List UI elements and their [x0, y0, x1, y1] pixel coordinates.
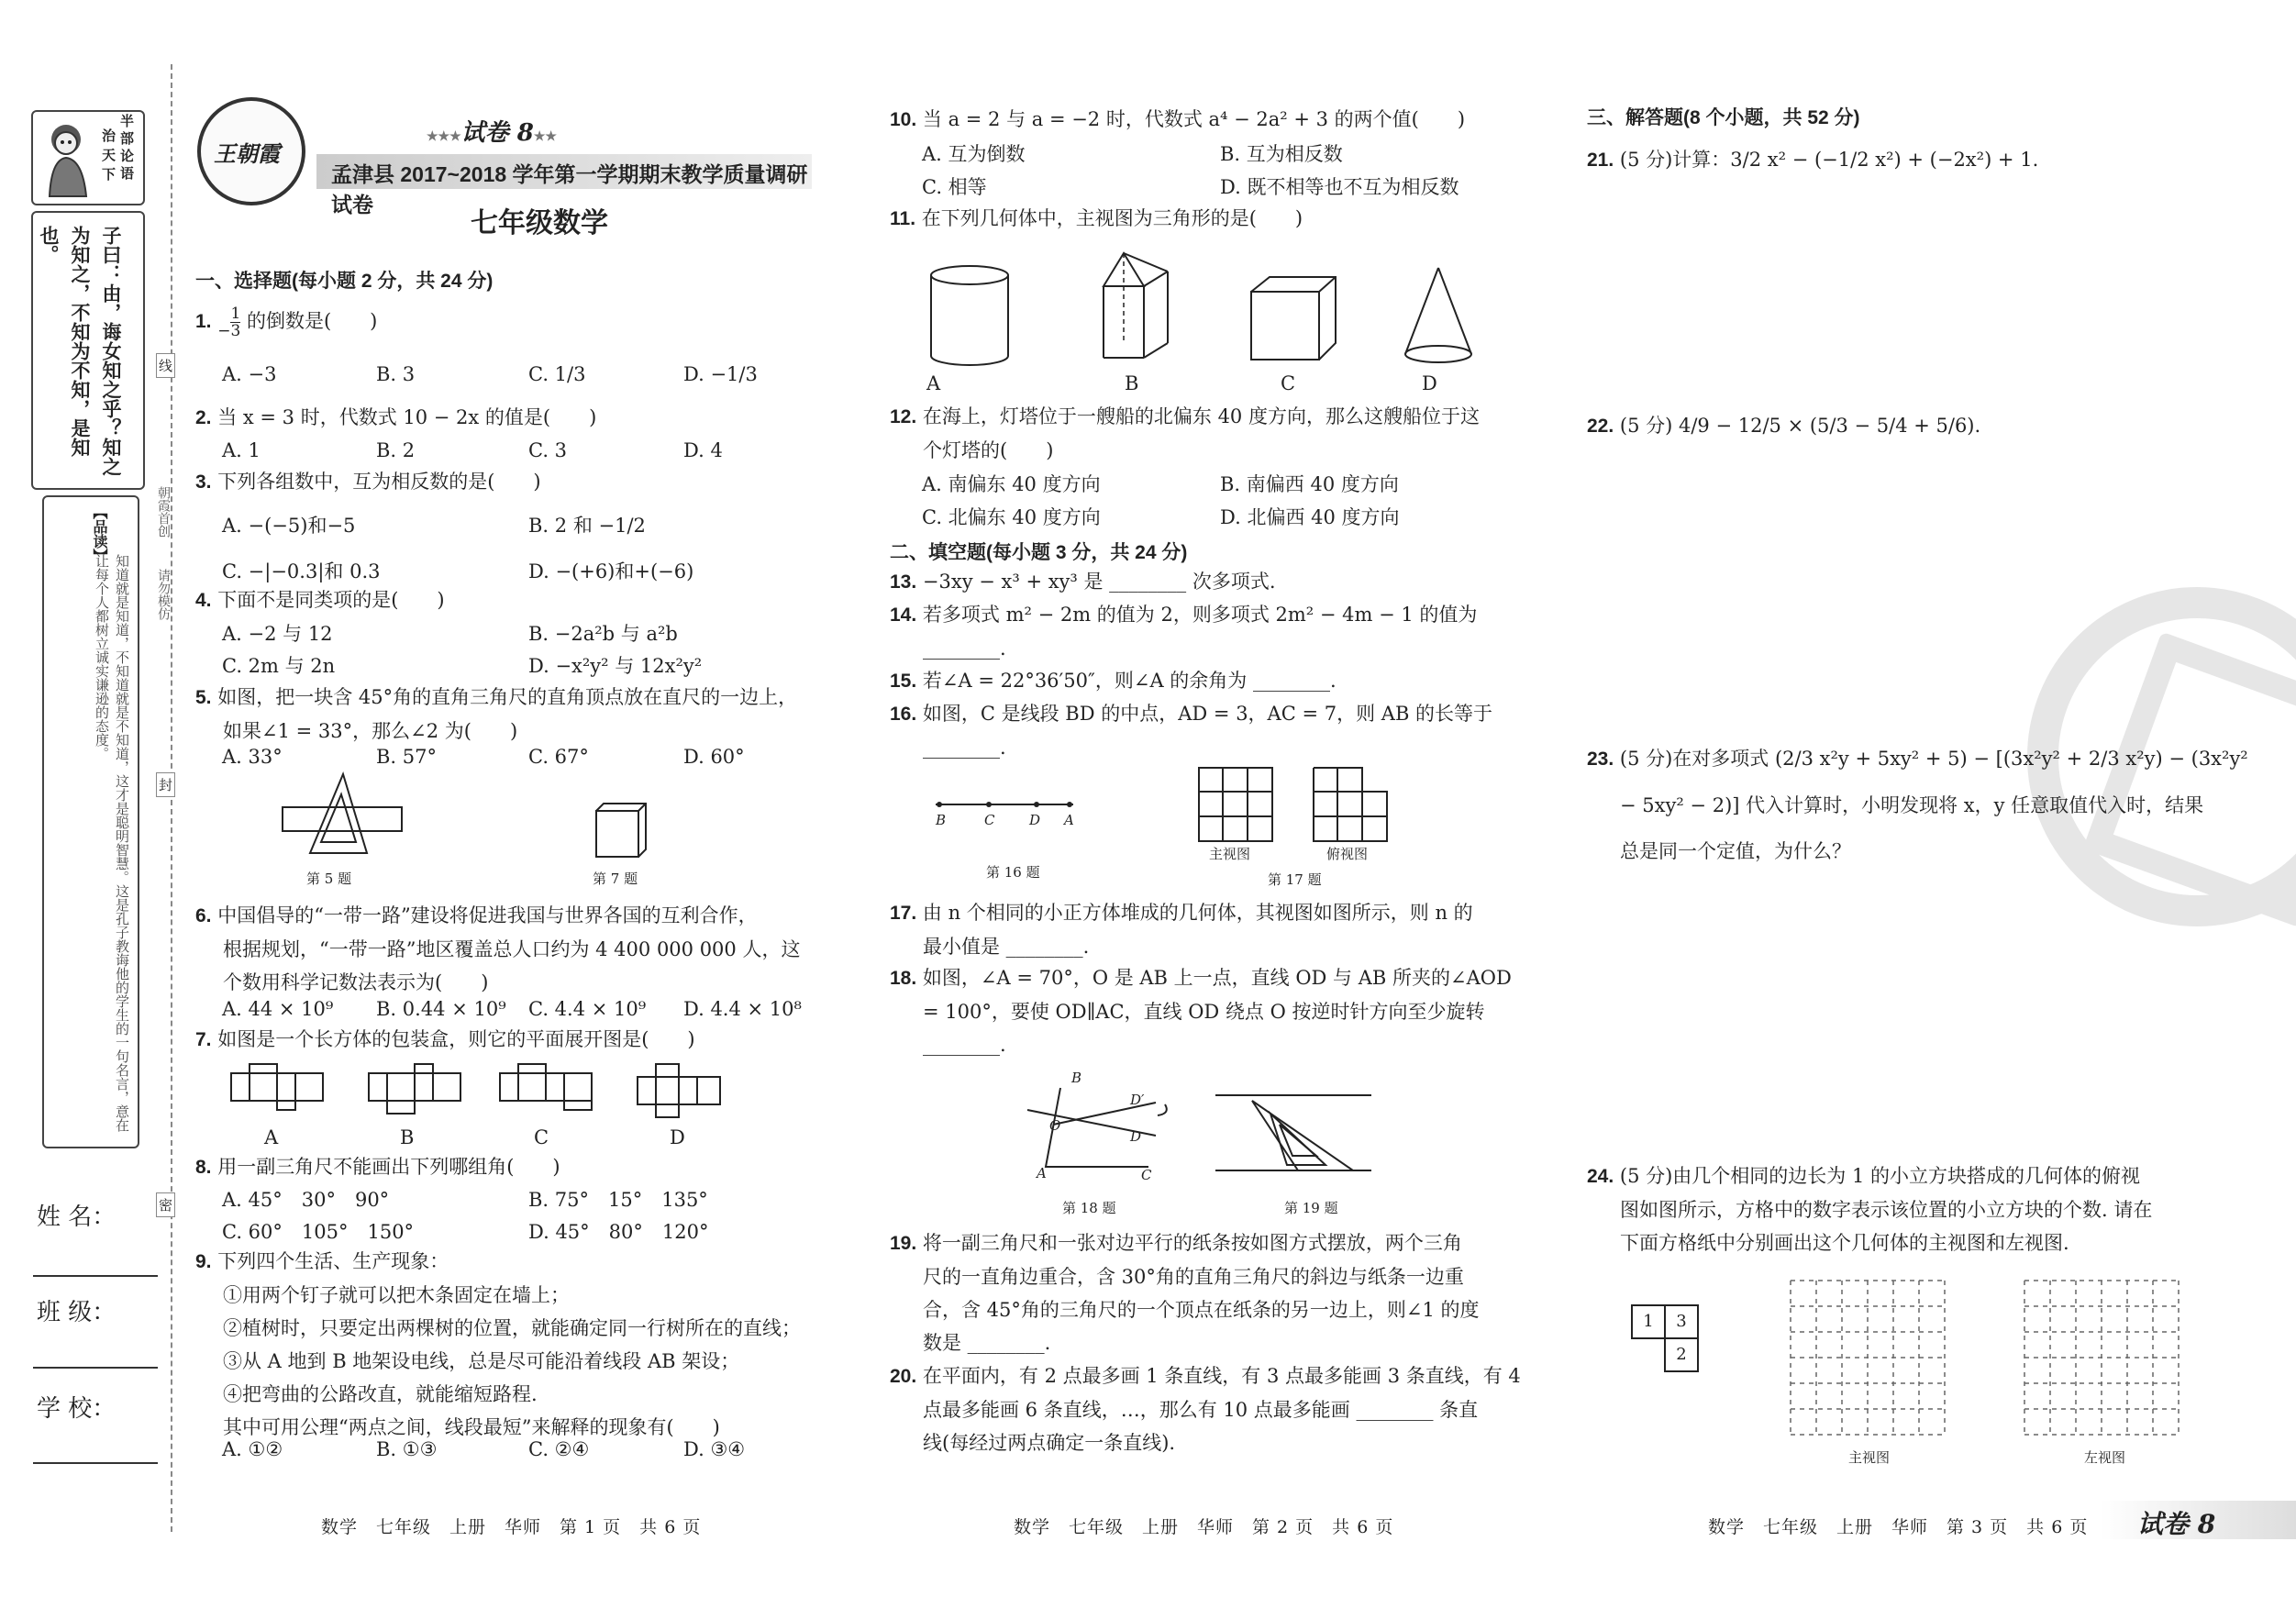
question-7: 7. 如图是一个长方体的包装盒，则它的平面展开图是( ) [195, 1028, 695, 1050]
quote-text: 子曰：由，诲女知之乎？知之为知之，不知为不知，是知也。 [38, 226, 123, 476]
question-16: 16. 如图，C 是线段 BD 的中点，AD = 3，AC = 7，则 AB 的长等于 ________. [890, 703, 1493, 759]
q9-option-b[interactable]: B. ①③ [376, 1438, 438, 1460]
fig16-point-a: A [1064, 812, 1074, 828]
fig18-point-d: D [1130, 1128, 1142, 1145]
page1-footer: 数学 七年级 上册 华师 第 1 页 共 6 页 [321, 1517, 702, 1537]
q4-option-a[interactable]: A. −2 与 12 [222, 623, 333, 645]
star-icon: ★★ [533, 129, 557, 144]
topview-cell: 3 [1664, 1304, 1699, 1339]
name-field-label: 姓 名： [37, 1203, 116, 1231]
cone-figure[interactable] [1402, 266, 1475, 367]
title-band [316, 154, 812, 216]
reading-box [42, 495, 139, 1148]
question-15: 15. 若∠A = 22°36′50″，则∠A 的余角为 ________. [890, 670, 1337, 692]
fig16-point-b: B [936, 812, 947, 828]
q3-option-d[interactable]: D. −(+6)和+(−6) [528, 560, 694, 582]
q2-option-d[interactable]: D. 4 [683, 439, 723, 461]
q2-option-a[interactable]: A. 1 [222, 439, 261, 461]
question-4: 4. 下面不是同类项的是( ) [195, 589, 445, 611]
net-label-d: D [670, 1126, 685, 1148]
notice-1: 朝霞首创 [156, 486, 171, 538]
q8-option-b[interactable]: B. 75° 15° 135° [528, 1189, 708, 1211]
question-8: 8. 用一副三角尺不能画出下列哪组角( ) [195, 1156, 560, 1178]
q1-option-a[interactable]: A. −3 [222, 363, 277, 385]
q12-option-b[interactable]: B. 南偏西 40 度方向 [1220, 473, 1399, 495]
fig7-box [596, 804, 651, 859]
q2-option-c[interactable]: C. 3 [528, 439, 568, 461]
page2-footer: 数学 七年级 上册 华师 第 2 页 共 6 页 [1014, 1517, 1394, 1537]
fig5-caption: 第 5 题 [306, 871, 352, 887]
fig16-point-c: C [984, 812, 995, 828]
q3-option-a[interactable]: A. −(−5)和−5 [222, 515, 356, 537]
subject-title: 七年级数学 [471, 208, 608, 238]
section1-title: 一、选择题(每小题 2 分，共 24 分) [195, 271, 494, 292]
q2-option-b[interactable]: B. 2 [376, 439, 416, 461]
question-2: 2. 当 x = 3 时，代数式 10 − 2x 的值是( ) [195, 406, 597, 428]
section2-title: 二、填空题(每小题 3 分，共 24 分) [890, 542, 1188, 563]
question-17: 17. 由 n 个相同的小正方体堆成的几何体，其视图如图所示，则 n 的 最小值是 ________. [890, 902, 1473, 958]
q5-option-b[interactable]: B. 57° [376, 746, 438, 768]
q6-option-c[interactable]: C. 4.4 × 10⁹ [528, 998, 647, 1020]
q4-option-c[interactable]: C. 2m 与 2n [222, 655, 336, 677]
q5-option-d[interactable]: D. 60° [683, 746, 745, 768]
quote-box [31, 211, 145, 490]
left-view-grid-label: 左视图 [2084, 1449, 2126, 1466]
q3-option-c[interactable]: C. −|−0.3|和 0.3 [222, 560, 381, 582]
page3-footer: 数学 七年级 上册 华师 第 3 页 共 6 页 [1708, 1517, 2089, 1537]
fig17-top-view [1312, 766, 1389, 843]
fig18-point-dprime: D′ [1130, 1092, 1145, 1108]
fig7-caption: 第 7 题 [593, 871, 638, 887]
q10-option-a[interactable]: A. 互为倒数 [922, 143, 1026, 165]
net-d[interactable] [638, 1064, 720, 1119]
shape-label-b: B [1125, 372, 1139, 394]
fig17-front-label: 主视图 [1209, 846, 1251, 862]
q12-option-a[interactable]: A. 南偏东 40 度方向 [922, 473, 1101, 495]
net-b[interactable] [369, 1064, 460, 1115]
cylinder-figure[interactable] [928, 266, 1011, 367]
question-23: 23. (5 分)在对多项式 (2/3 x²y + 5xy² + 5) − [(3x²y² + 2/3 x²y) − (3x²y² − 5xy² − 2)] 代入计算时，小明发现将 x，y 任意取值代入时，结果 总是同一个定值，为什么？ [1587, 748, 2248, 862]
net-label-c: C [534, 1126, 549, 1148]
q10-option-c[interactable]: C. 相等 [922, 176, 987, 198]
front-view-grid-label: 主视图 [1848, 1449, 1891, 1466]
fig17-top-label: 俯视图 [1326, 846, 1369, 862]
question-20: 20. 在平面内，有 2 点最多画 1 条直线，有 3 点最多能画 3 条直线，有 4 点最多能画 6 条直线，…，那么有 10 点最多能画 ________ 条直 线(每经过两点确定一条直线). [890, 1365, 1521, 1454]
net-a[interactable] [231, 1064, 323, 1110]
paper-number: ★★★试卷 8★★ [427, 119, 557, 147]
q6-option-b[interactable]: B. 0.44 × 10⁹ [376, 998, 506, 1020]
seal-char-mi: 密 [156, 1192, 175, 1217]
fig17-caption: 第 17 题 [1268, 871, 1322, 888]
q9-option-a[interactable]: A. ①② [222, 1438, 283, 1460]
reading-label: 【品读】 [91, 505, 108, 563]
section3-title: 三、解答题(8 个小题，共 52 分) [1587, 107, 1860, 128]
logo-text: 王朝霞 [214, 140, 280, 167]
badge-box [31, 110, 145, 205]
q6-option-a[interactable]: A. 44 × 10⁹ [222, 998, 334, 1020]
fig19-figure [1215, 1092, 1376, 1174]
logo [197, 97, 305, 205]
q1-option-b[interactable]: B. 3 [376, 363, 416, 385]
q1-option-d[interactable]: D. −1/3 [683, 363, 758, 385]
question-9: 9. 下列四个生活、生产现象： ①用两个钉子就可以把木条固定在墙上； ②植树时，只要定出两棵树的位置，就能确定同一行树所在的直线； ③从 A 地到 B 地架设电线，总是尽可能沿着线段 AB 架设； ④把弯曲的公路改直，就能缩短路程. 其中可用公理“两点之间，线段最短”来解释的现象有( ) [195, 1250, 801, 1438]
binding-margin [0, 0, 174, 1597]
seal-char-feng: 封 [156, 772, 175, 797]
question-11: 11. 在下列几何体中，主视图为三角形的是( ) [890, 207, 1303, 229]
q10-option-b[interactable]: B. 互为相反数 [1220, 143, 1343, 165]
shape-label-c: C [1281, 372, 1296, 394]
class-field-line[interactable] [33, 1367, 158, 1369]
fig18-point-a: A [1037, 1165, 1047, 1181]
seal-char-xian: 线 [156, 353, 175, 378]
q1-option-c[interactable]: C. 1/3 [528, 363, 586, 385]
q5-option-a[interactable]: A. 33° [222, 746, 283, 768]
q12-option-d[interactable]: D. 北偏西 40 度方向 [1220, 506, 1400, 528]
badge-text-1: 半部论语 [118, 114, 135, 183]
net-label-b: B [400, 1126, 415, 1148]
question-14: 14. 若多项式 m² − 2m 的值为 2，则多项式 2m² − 4m − 1 的值为 ________. [890, 604, 1478, 660]
mascot-icon [39, 119, 95, 196]
question-24: 24. (5 分)由几个相同的边长为 1 的小立方块搭成的几何体的俯视 图如图所示，方格中的数字表示该位置的小立方块的个数. 请在 下面方格纸中分别画出这个几何体的主视图和左视图. [1587, 1165, 2153, 1254]
header [188, 88, 821, 244]
question-1: 1. − $\frac{1}{3}$ 的倒数是( ) [195, 305, 378, 340]
q6-option-d[interactable]: D. 4.4 × 10⁸ [683, 998, 802, 1020]
fig19-caption: 第 19 题 [1284, 1200, 1338, 1216]
topview-cell: 1 [1631, 1304, 1666, 1339]
fig16-segment [936, 798, 1073, 811]
exam-title: 孟津县 2017~2018 学年第一学期期末教学质量调研试卷 [331, 162, 808, 216]
left-view-answer-grid[interactable] [2021, 1277, 2182, 1438]
topview-grid [1631, 1304, 1704, 1378]
corner-paper-label: 试卷 8 [2101, 1501, 2296, 1539]
reading-text: 知道就是知道，不知道就是不知道，这才是聪明智慧。这是孔子教诲他的学生的一句名言，意在让每个人都树立诚实谦逊的态度。 [94, 554, 130, 1132]
q3-option-b[interactable]: B. 2 和 −1/2 [528, 515, 646, 537]
q4-option-b[interactable]: B. −2a²b 与 a²b [528, 623, 678, 645]
q4-option-d[interactable]: D. −x²y² 与 12x²y² [528, 655, 703, 677]
front-view-answer-grid[interactable] [1787, 1277, 1948, 1438]
fig18-caption: 第 18 题 [1062, 1200, 1116, 1216]
question-21: 21. (5 分)计算：3/2 x² − (−1/2 x²) + (−2x²) + 1. [1587, 149, 2039, 171]
q12-option-c[interactable]: C. 北偏东 40 度方向 [922, 506, 1101, 528]
question-10: 10. 当 a = 2 与 a = −2 时，代数式 a⁴ − 2a² + 3 的两个值( ) [890, 108, 1466, 130]
school-field-line[interactable] [33, 1462, 158, 1464]
q9-option-d[interactable]: D. ③④ [683, 1438, 746, 1460]
fig18-point-b: B [1071, 1070, 1082, 1086]
star-icon: ★★★ [427, 129, 461, 144]
name-field-line[interactable] [33, 1275, 158, 1277]
shape-label-a: A [926, 372, 941, 394]
question-6: 6. 中国倡导的“一带一路”建设将促进我国与世界各国的互利合作， 根据规划，“一带一路”地区覆盖总人口约为 4 400 000 000 人，这 个数用科学记数法表示为( ) [195, 904, 801, 993]
question-3: 3. 下列各组数中，互为相反数的是( ) [195, 471, 541, 493]
q8-option-a[interactable]: A. 45° 30° 90° [222, 1189, 390, 1211]
badge-text-2: 治天下 [100, 128, 116, 186]
binding-line [171, 64, 172, 1532]
q10-option-d[interactable]: D. 既不相等也不互为相反数 [1220, 176, 1459, 198]
q9-option-c[interactable]: C. ②④ [528, 1438, 590, 1460]
cube-figure[interactable] [1248, 273, 1339, 365]
net-label-a: A [264, 1126, 279, 1148]
question-5: 5. 如图，把一块含 45°角的直角三角尺的直角顶点放在直尺的一边上， 如果∠1 = 33°，那么∠2 为( ) [195, 686, 798, 742]
question-12: 12. 在海上，灯塔位于一艘船的北偏东 40 度方向，那么这艘船位于这 个灯塔的( ) [890, 405, 1480, 461]
school-field-label: 学 校： [37, 1395, 116, 1423]
class-field-label: 班 级： [37, 1299, 116, 1326]
fig18-point-c: C [1141, 1167, 1152, 1183]
fig17-front-view [1197, 766, 1274, 843]
question-19: 19. 将一副三角尺和一张对边平行的纸条按如图方式摆放，两个三角 尺的一直角边重合，含 30°角的直角三角尺的斜边与纸条一边重 合，含 45°角的三角尺的一个顶点在纸条的另一边上，则∠1 的度 数是 ________. [890, 1232, 1480, 1354]
question-22: 22. (5 分) 4/9 − 12/5 × (5/3 − 5/4 + 5/6). [1587, 415, 1981, 437]
fig16-point-d: D [1029, 812, 1041, 828]
q8-option-d[interactable]: D. 45° 80° 120° [528, 1221, 709, 1243]
fig5-ruler-triangle [283, 771, 402, 862]
fig18-point-o: O [1049, 1117, 1061, 1134]
q5-option-c[interactable]: C. 67° [528, 746, 589, 768]
topview-cell: 2 [1664, 1337, 1699, 1372]
net-c[interactable] [500, 1064, 592, 1115]
shape-label-d: D [1422, 372, 1437, 394]
q1-fraction: − $\frac{1}{3}$ [217, 305, 241, 340]
question-18: 18. 如图，∠A = 70°，O 是 AB 上一点，直线 OD 与 AB 所夹的∠AOD = 100°，要使 OD∥AC，直线 OD 绕点 O 按逆时针方向至少旋转 ________. [890, 967, 1512, 1056]
q8-option-c[interactable]: C. 60° 105° 150° [222, 1221, 415, 1243]
prism-figure[interactable] [1096, 250, 1179, 364]
fig16-caption: 第 16 题 [986, 864, 1040, 881]
notice-2: 请勿模仿 [156, 569, 171, 620]
question-13: 13. −3xy − x³ + xy³ 是 ________ 次多项式. [890, 571, 1276, 593]
